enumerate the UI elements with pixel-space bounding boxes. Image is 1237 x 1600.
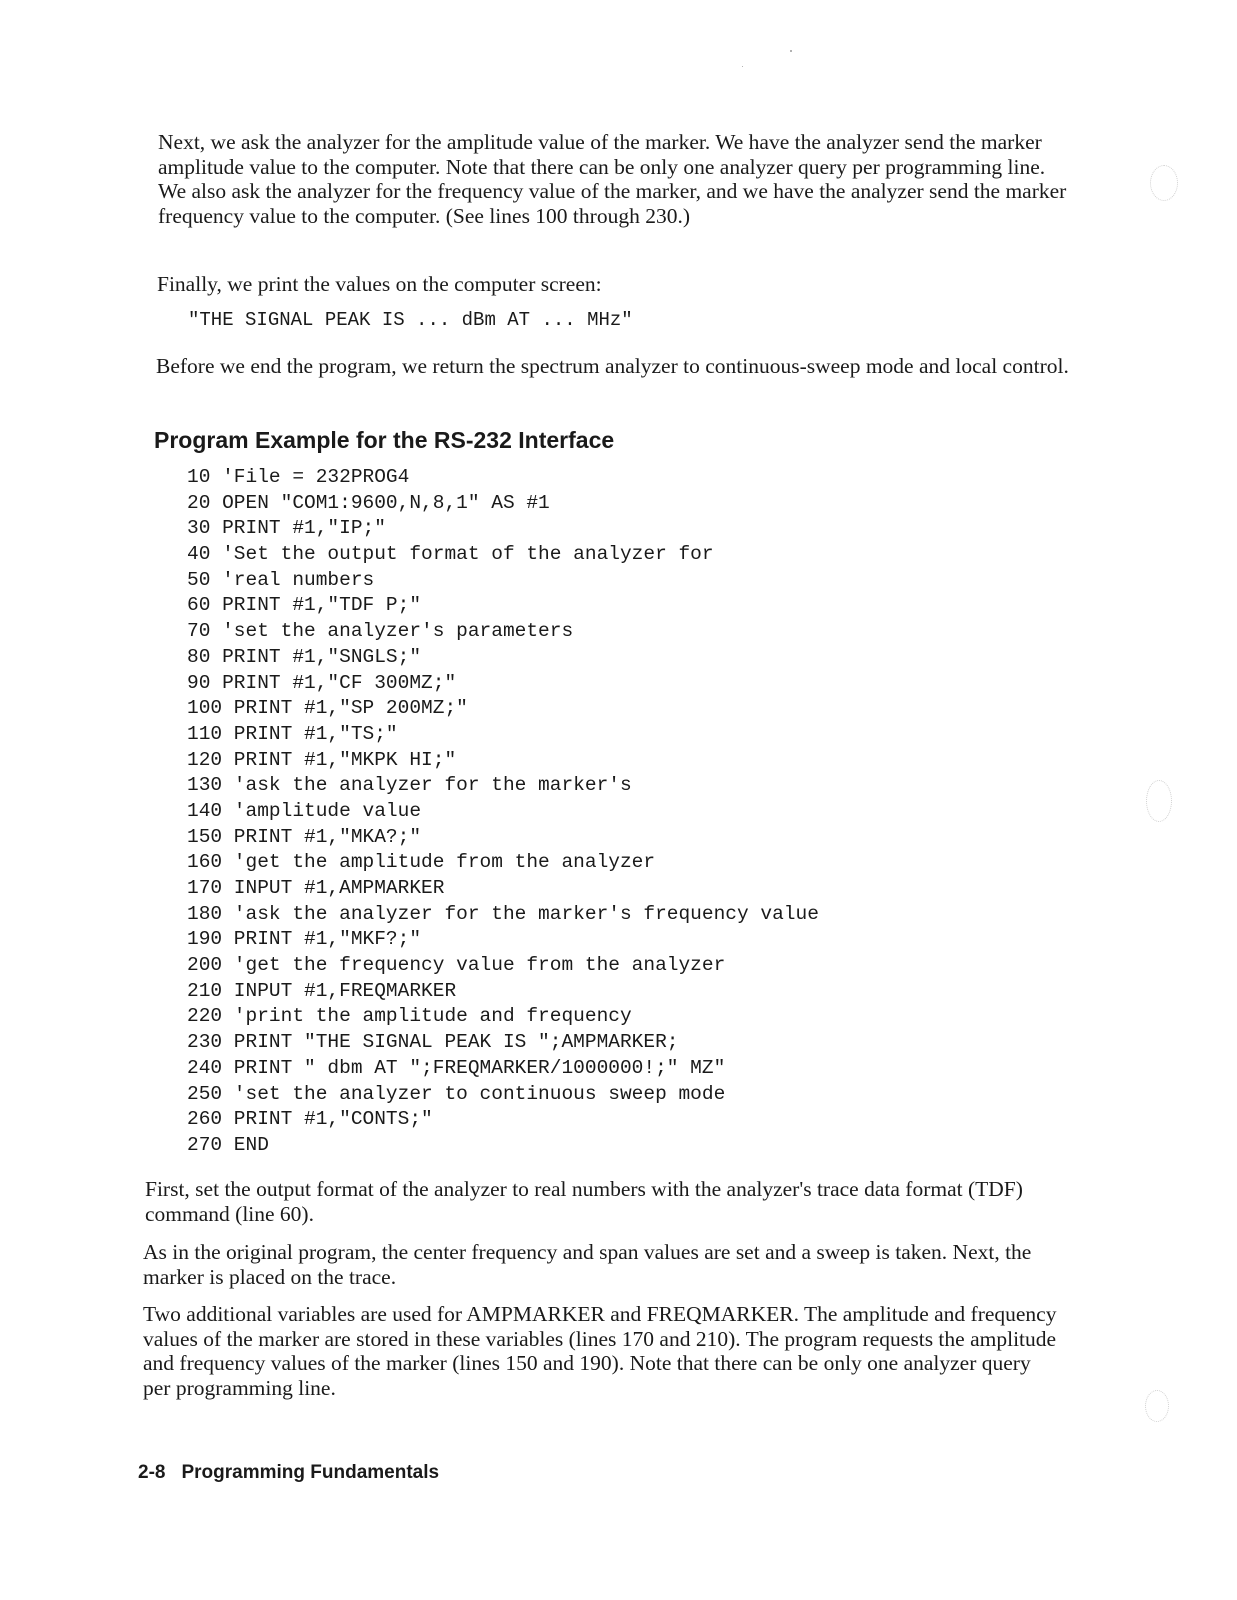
code-line: 130 'ask the analyzer for the marker's (187, 774, 632, 797)
code-line: 270 END (187, 1133, 269, 1156)
code-line: 30 PRINT #1,"IP;" (187, 517, 386, 540)
code-line: 240 PRINT " dbm AT ";FREQMARKER/1000000!;" MZ" (187, 1056, 726, 1079)
code-line: 160 'get the amplitude from the analyzer (187, 851, 656, 874)
code-line: 20 OPEN "COM1:9600,N,8,1" AS #1 (187, 491, 550, 514)
code-line: 90 PRINT #1,"CF 300MZ;" (187, 671, 457, 694)
code-line: 110 PRINT #1,"TS;" (187, 722, 398, 745)
code-line: 170 INPUT #1,AMPMARKER (187, 877, 445, 899)
paragraph-end-program: Before we end the program, we return the spectrum analyzer to continuous-sweep mode and local control. (156, 354, 1069, 378)
paragraph-output-format: First, set the output format of the analyzer to real numbers with the analyzer's trace data format (TDF) command (line 60). (145, 1177, 1023, 1226)
code-line: 40 'Set the output format of the analyzer for (187, 543, 714, 566)
margin-scan-mark (1146, 780, 1172, 822)
margin-scan-mark (1150, 165, 1178, 201)
code-line: 260 PRINT #1,"CONTS;" (187, 1108, 433, 1131)
code-line: 180 'ask the analyzer for the marker's frequency value (187, 902, 819, 925)
footer-section-title: Programming Fundamentals (181, 1462, 440, 1483)
scan-speck (742, 66, 743, 67)
code-line: 140 'amplitude value (187, 799, 422, 822)
paragraph-variables: Two additional variables are used for AMPMARKER and FREQMARKER. The amplitude and frequency values of the marker are stored in these variables (lines 170 and 210). The program requests the amplitude and frequency values of the marker (lines 150 and 190). Note that there can be only one analyzer query per programming line. (143, 1302, 1057, 1400)
paragraph-marker-query: Next, we ask the analyzer for the amplitude value of the marker. We have the analyzer send the marker amplitude value to the computer. Note that there can be only one analyzer query per programming line. We also ask the analyzer for the frequency value of the marker, and we have the analyzer send the marker frequency value to the computer. (See lines 100 through 230.) (158, 130, 1067, 228)
code-line: 50 'real numbers (187, 568, 375, 591)
paragraph-print-values: Finally, we print the values on the computer screen: (157, 272, 602, 296)
code-line: 200 'get the frequency value from the analyzer (187, 954, 726, 977)
margin-scan-mark (1145, 1390, 1169, 1422)
code-line: 230 PRINT "THE SIGNAL PEAK IS ";AMPMARKER; (187, 1031, 679, 1054)
page-footer (138, 1460, 439, 1486)
code-line: 150 PRINT #1,"MKA?;" (187, 825, 422, 848)
page-number: 2-8 (138, 1462, 166, 1483)
screen-output-example: "THE SIGNAL PEAK IS ... dBm AT ... MHz" (188, 309, 633, 331)
code-line: 70 'set the analyzer's parameters (187, 620, 574, 643)
code-line: 220 'print the amplitude and frequency (187, 1005, 632, 1028)
code-line: 210 INPUT #1,FREQMARKER (187, 979, 457, 1002)
paragraph-center-frequency: As in the original program, the center frequency and span values are set and a sweep is taken. Next, the marker is placed on the trace. (143, 1240, 1032, 1289)
code-line: 10 'File = 232PROG4 (187, 466, 410, 488)
code-line: 80 PRINT #1,"SNGLS;" (187, 645, 422, 668)
section-heading: Program Example for the RS-232 Interface (154, 427, 615, 453)
code-line: 120 PRINT #1,"MKPK HI;" (187, 748, 457, 771)
code-line: 60 PRINT #1,"TDF P;" (187, 594, 422, 617)
code-line: 250 'set the analyzer to continuous sweep mode (187, 1082, 726, 1105)
program-listing (187, 465, 819, 1159)
scan-speck (790, 50, 792, 52)
code-line: 100 PRINT #1,"SP 200MZ;" (187, 697, 468, 720)
code-line: 190 PRINT #1,"MKF?;" (187, 928, 422, 951)
